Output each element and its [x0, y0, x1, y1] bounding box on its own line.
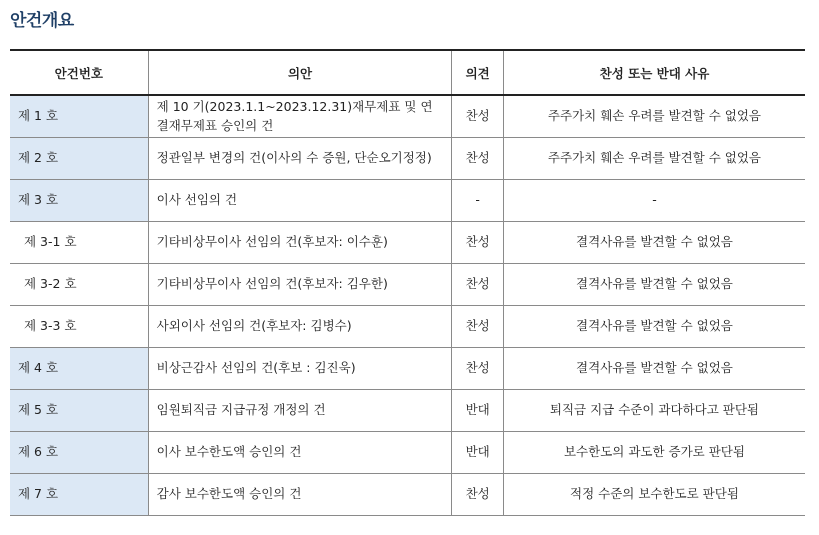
table-row: [10, 390, 805, 432]
agenda-number-cell: 제 1 호: [10, 95, 148, 138]
opinion-cell: 찬성: [452, 138, 504, 180]
agenda-item-cell: 기타비상무이사 선임의 건(후보자: 이수훈): [148, 222, 452, 264]
opinion-cell: 찬성: [452, 95, 504, 138]
section-title: 안건개요: [10, 11, 74, 31]
agenda-item-cell: 비상근감사 선임의 건(후보 : 김진욱): [148, 348, 452, 390]
table-row: [10, 222, 805, 264]
table-row: [10, 138, 805, 180]
reason-cell: 결격사유를 발견할 수 없었음: [503, 264, 805, 306]
agenda-item-cell: 정관일부 변경의 건(이사의 수 증원, 단순오기정정): [148, 138, 452, 180]
agenda-number-cell: 제 3-1 호: [10, 222, 148, 264]
reason-cell: 결격사유를 발견할 수 없었음: [503, 222, 805, 264]
table-row: [10, 180, 805, 222]
reason-cell: 주주가치 훼손 우려를 발견할 수 없었음: [503, 95, 805, 138]
agenda-item-cell: 기타비상무이사 선임의 건(후보자: 김우한): [148, 264, 452, 306]
table-row: [10, 306, 805, 348]
opinion-cell: 반대: [452, 432, 504, 474]
agenda-number-cell: 제 4 호: [10, 348, 148, 390]
agenda-item-cell: 이사 선임의 건: [148, 180, 452, 222]
reason-cell: 퇴직금 지급 수준이 과다하다고 판단됨: [503, 390, 805, 432]
agenda-number-cell: 제 2 호: [10, 138, 148, 180]
agenda-item-cell: 사외이사 선임의 건(후보자: 김병수): [148, 306, 452, 348]
agenda-number-cell: 제 3-2 호: [10, 264, 148, 306]
header-reason: 찬성 또는 반대 사유: [503, 50, 805, 95]
reason-cell: -: [503, 180, 805, 222]
reason-cell: 주주가치 훼손 우려를 발견할 수 없었음: [503, 138, 805, 180]
opinion-cell: -: [452, 180, 504, 222]
agenda-item-cell: 감사 보수한도액 승인의 건: [148, 474, 452, 516]
opinion-cell: 찬성: [452, 306, 504, 348]
table-row: [10, 264, 805, 306]
reason-cell: 결격사유를 발견할 수 없었음: [503, 306, 805, 348]
agenda-number-cell: 제 3 호: [10, 180, 148, 222]
reason-cell: 결격사유를 발견할 수 없었음: [503, 348, 805, 390]
opinion-cell: 반대: [452, 390, 504, 432]
opinion-cell: 찬성: [452, 264, 504, 306]
agenda-number-cell: 제 7 호: [10, 474, 148, 516]
table-row: [10, 348, 805, 390]
reason-cell: 적정 수준의 보수한도로 판단됨: [503, 474, 805, 516]
opinion-cell: 찬성: [452, 474, 504, 516]
agenda-number-cell: 제 6 호: [10, 432, 148, 474]
header-agenda-number: 안건번호: [10, 50, 148, 95]
table-row: [10, 95, 805, 138]
table-row: [10, 432, 805, 474]
reason-cell: 보수한도의 과도한 증가로 판단됨: [503, 432, 805, 474]
table-row: [10, 474, 805, 516]
agenda-item-cell: 이사 보수한도액 승인의 건: [148, 432, 452, 474]
agenda-table: [10, 49, 805, 516]
table-header-row: [10, 50, 805, 95]
opinion-cell: 찬성: [452, 348, 504, 390]
agenda-number-cell: 제 5 호: [10, 390, 148, 432]
agenda-item-cell: 임원퇴직금 지급규정 개정의 건: [148, 390, 452, 432]
agenda-item-cell: 제 10 기(2023.1.1~2023.12.31)재무제표 및 연결재무제표 승인의 건: [148, 95, 452, 138]
opinion-cell: 찬성: [452, 222, 504, 264]
header-agenda-item: 의안: [148, 50, 452, 95]
agenda-number-cell: 제 3-3 호: [10, 306, 148, 348]
header-opinion: 의견: [452, 50, 504, 95]
